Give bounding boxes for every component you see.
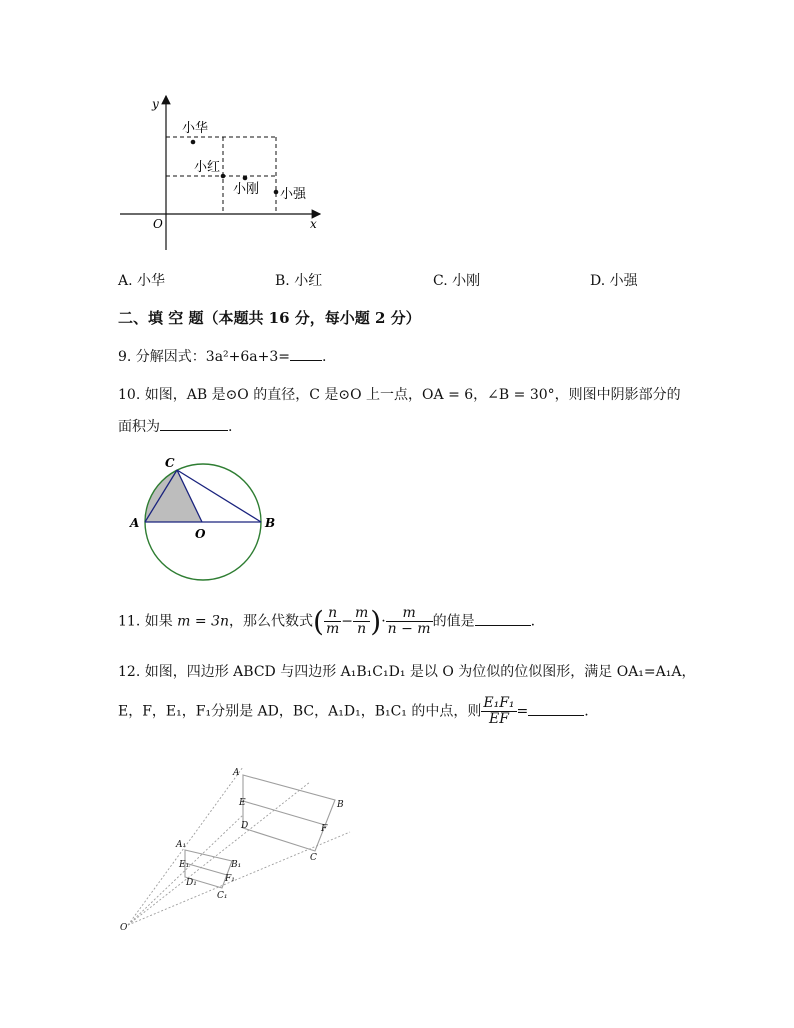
homothety-figure [110,755,370,940]
question-9 [118,346,326,366]
q12-end: . [584,703,589,720]
option-a: A. 小华 [118,273,166,289]
q12-line2-text: E，F，E₁，F₁分别是 AD，BC，A₁D₁，B₁C₁ 的中点，则 [118,703,482,720]
label-B1: B₁ [231,860,242,870]
question-12-line1: 12. 如图，四边形 ABCD 与四边形 A₁B₁C₁D₁ 是以 O 为位似的位似图形，满足 OA₁=A₁A， [118,664,696,680]
right-paren: ) [370,605,382,638]
question-11 [118,605,535,638]
minus-sign: − [341,613,353,630]
q11-condition: m = 3n [177,613,230,630]
y-axis-label: y [152,97,159,111]
label-b: B [265,516,276,530]
label-xiaohong: 小红 [194,160,221,175]
q12-blank [528,701,584,716]
q11-middle: ，那么代数式 [229,613,314,630]
label-c: C [165,456,175,470]
q9-text: 9. 分解因式：3a²+6a+3= [118,349,291,365]
point-xiaohong [221,174,226,179]
q11-prefix: 11. 如果 [118,613,173,630]
q9-end: . [322,349,327,365]
fraction-e1f1-over-ef: $\frac{\text{E₁F₁}}{EF}$ [483,695,515,727]
option-c: C. 小刚 [433,273,481,289]
q11-end: . [530,613,536,630]
shaded-region [145,470,202,522]
q11-suffix: 的值是 [432,613,475,630]
q10-end: . [228,419,233,435]
section-title: 二、填 空 题（本题共 16 分，每小题 2 分） [118,309,421,327]
point-xiaoqiang [274,190,279,195]
label-C1: C₁ [217,891,228,901]
label-C: C [310,853,317,863]
q10-line2-text: 面积为 [118,419,160,435]
label-o: O [195,527,206,541]
label-xiaoqiang: 小强 [280,187,307,202]
label-xiaogang: 小刚 [233,182,260,197]
label-O: O [120,923,128,933]
origin-label: O [153,217,163,231]
label-A: A [233,768,240,778]
option-b: B. 小红 [275,273,323,289]
question-10-line1: 10. 如图，AB 是⊙O 的直径，C 是⊙O 上一点，OA = 6，∠B = 30°，则图中阴影部分的 [118,387,681,403]
option-d: D. 小强 [590,273,638,289]
question-12-line2 [118,696,589,727]
left-paren: ( [313,605,324,638]
fraction-m-over-n: $\frac{m}{n}$ [354,605,369,637]
coordinate-figure [110,90,340,260]
point-xiaogang [243,176,248,181]
label-D1: D₁ [186,878,197,888]
label-A1: A₁ [176,840,187,850]
equals-sign: = [516,703,529,720]
circle-figure [125,450,285,585]
q10-blank [160,416,228,431]
fraction-m-over-n-minus-m: $\frac{m}{n - m}$ [387,605,431,637]
label-F1: F₁ [225,874,235,884]
label-E: E [239,798,246,808]
quad-abcd [243,775,335,851]
label-xiaohua: 小华 [182,121,209,136]
q9-blank [290,346,322,361]
label-D: D [241,821,249,831]
label-E1: E₁ [179,860,190,870]
question-10-line2 [118,416,232,436]
label-a: A [130,516,140,530]
point-xiaohua [191,140,196,145]
label-B: B [337,800,344,810]
fraction-n-over-m: $\frac{n}{m}$ [325,605,340,637]
label-F: F [321,824,328,834]
x-axis-label: x [310,217,317,231]
dot-operator: · [381,613,386,630]
q11-blank [475,611,531,626]
